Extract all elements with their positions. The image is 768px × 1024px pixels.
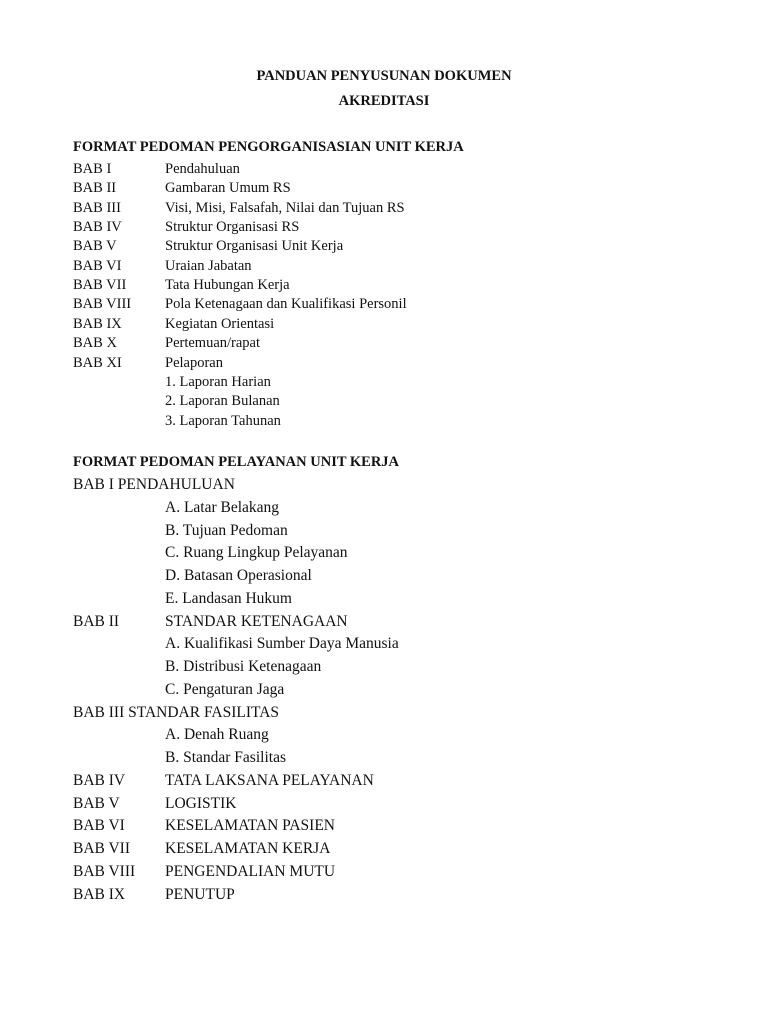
bab-label: BAB VI (73, 257, 122, 274)
bab-label: BAB IX (73, 315, 122, 332)
item-text: TATA LAKSANA PELAYANAN (165, 771, 374, 789)
bab-label: BAB III (73, 199, 121, 216)
bab-label: BAB VII (73, 277, 127, 294)
bab-label: BAB VIII (73, 296, 132, 313)
bab-label: BAB II (73, 612, 120, 630)
bab-label: BAB X (73, 335, 117, 352)
item-text: Struktur Organisasi Unit Kerja (165, 238, 344, 255)
item-text: Uraian Jabatan (165, 257, 252, 274)
item-text: 2. Laporan Bulanan (165, 393, 280, 410)
item-text: 3. Laporan Tahunan (165, 412, 281, 429)
bab-label: BAB XI (73, 354, 122, 371)
bab-label: BAB IV (73, 219, 122, 236)
bab-label: BAB I (73, 161, 112, 177)
item-text: C. Pengaturan Jaga (165, 680, 285, 698)
item-text: B. Tujuan Pedoman (165, 521, 288, 539)
bab-label: BAB VIII (73, 862, 136, 880)
bab-label: BAB V (73, 238, 117, 255)
item-text: KESELAMATAN PASIEN (165, 817, 335, 835)
section-heading: FORMAT PEDOMAN PELAYANAN UNIT KERJA (73, 454, 400, 470)
item-text: Pendahuluan (165, 161, 240, 177)
item-text: PENGENDALIAN MUTU (165, 862, 336, 880)
item-text: KESELAMATAN KERJA (165, 840, 331, 857)
bab-label: BAB I PENDAHULUAN (73, 476, 235, 493)
item-text: B. Distribusi Ketenagaan (165, 658, 322, 675)
item-text: Gambaran Umum RS (165, 180, 291, 197)
item-text: Visi, Misi, Falsafah, Nilai dan Tujuan RS (165, 199, 405, 216)
bab-label: BAB V (73, 794, 120, 812)
item-text: PENUTUP (165, 885, 235, 903)
item-text: A. Kualifikasi Sumber Daya Manusia (165, 635, 399, 653)
item-text: A. Latar Belakang (165, 498, 280, 516)
item-text: B. Standar Fasilitas (165, 749, 286, 766)
item-text: 1. Laporan Harian (165, 373, 271, 390)
item-text: C. Ruang Lingkup Pelayanan (165, 544, 348, 562)
item-text: STANDAR KETENAGAAN (165, 612, 348, 630)
bab-label: BAB III STANDAR FASILITAS (73, 703, 280, 721)
item-text: A. Denah Ruang (165, 726, 269, 744)
document-title-line2: AKREDITASI (338, 93, 430, 109)
bab-label: BAB II (73, 180, 117, 197)
item-text: Struktur Organisasi RS (165, 219, 300, 236)
bab-label: BAB IX (73, 885, 126, 903)
section-heading: FORMAT PEDOMAN PENGORGANISASIAN UNIT KERJA (73, 139, 464, 155)
document-title-line1: PANDUAN PENYUSUNAN DOKUMEN (256, 68, 512, 84)
item-text: D. Batasan Operasional (165, 567, 312, 584)
item-text: E. Landasan Hukum (165, 589, 292, 607)
bab-label: BAB VI (73, 817, 125, 835)
item-text: Pertemuan/rapat (165, 335, 261, 352)
bab-label: BAB VII (73, 840, 130, 857)
item-text: Pelaporan (165, 354, 223, 371)
item-text: Tata Hubungan Kerja (165, 277, 290, 294)
item-text: Pola Ketenagaan dan Kualifikasi Personil (165, 296, 407, 313)
bab-label: BAB IV (73, 771, 126, 789)
item-text: Kegiatan Orientasi (165, 315, 275, 332)
item-text: LOGISTIK (165, 794, 237, 812)
